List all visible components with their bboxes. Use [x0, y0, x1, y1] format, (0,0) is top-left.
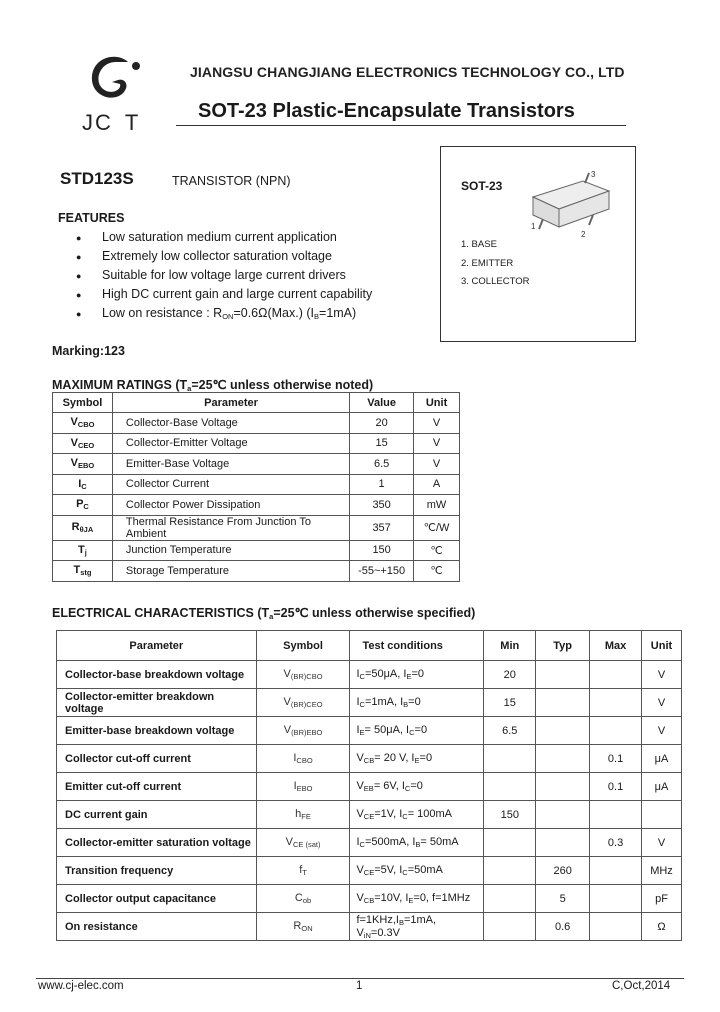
condition-line: $f=1KHz,I_B=1mA$, — [356, 913, 437, 927]
unit-cell: μA — [642, 745, 682, 773]
column-header: Unit — [414, 393, 460, 413]
symbol-cell: $I_{CBO}$ — [256, 745, 350, 773]
value-cell: 6.5 — [350, 454, 414, 475]
condition-line: $I_C=50\mu A$, $I_E=0$ — [356, 668, 425, 681]
table-header-row — [57, 631, 682, 661]
feature-item: ● Low saturation medium current application — [76, 228, 372, 247]
parameter-cell: Collector-emitter saturation voltage — [57, 829, 257, 857]
bullet-icon: ● — [76, 309, 82, 319]
symbol-cell: $V_{(BR)CBO}$ — [256, 661, 350, 689]
min-cell — [484, 773, 536, 801]
max-ratings-heading: MAXIMUM RATINGS ($T_a=25℃$ unless otherwise noted) — [52, 378, 374, 393]
symbol-cell: $T_{stg}$ — [53, 561, 113, 582]
condition-cell — [350, 913, 484, 941]
marking: Marking:123 — [52, 344, 125, 358]
max-cell — [590, 801, 642, 829]
condition-cell — [350, 857, 484, 885]
electrical-table — [56, 630, 682, 941]
table-row — [57, 689, 682, 717]
symbol-cell: $V_{(BR)CEO}$ — [256, 689, 350, 717]
typ-cell — [536, 661, 590, 689]
feature-item: ● Extremely low collector saturation voltage — [76, 247, 372, 266]
value-cell: 150 — [350, 540, 414, 561]
column-header: Unit — [642, 631, 682, 661]
table-row — [53, 454, 460, 475]
min-cell — [484, 745, 536, 773]
footer-page-number: 1 — [356, 980, 363, 992]
table-row — [53, 433, 460, 454]
condition-line: $I_C=1mA$, $I_B=0$ — [356, 696, 421, 709]
unit-cell: V — [414, 413, 460, 434]
table-row — [57, 885, 682, 913]
column-header: Value — [350, 393, 414, 413]
condition-cell — [350, 829, 484, 857]
column-header: Parameter — [57, 631, 257, 661]
symbol-cell: $I_C$ — [53, 474, 113, 495]
parameter-cell: Junction Temperature — [112, 540, 349, 561]
feature-item: ● High DC current gain and large current capability — [76, 285, 372, 304]
unit-cell: A — [414, 474, 460, 495]
column-header: Symbol — [53, 393, 113, 413]
value-cell: 350 — [350, 495, 414, 516]
unit-cell: ℃/W — [414, 515, 460, 540]
min-cell — [484, 885, 536, 913]
unit-cell: V — [642, 661, 682, 689]
electrical-heading: ELECTRICAL CHARACTERISTICS ($T_a=25℃$ unless otherwise specified) — [52, 606, 476, 621]
min-cell: 20 — [484, 661, 536, 689]
max-cell — [590, 717, 642, 745]
parameter-cell: Collector-emitter breakdown voltage — [57, 689, 257, 717]
condition-line: $V_{iN}=0.3V$ — [356, 926, 400, 940]
table-row — [57, 773, 682, 801]
parameter-cell: On resistance — [57, 913, 257, 941]
parameter-cell: Collector output capacitance — [57, 885, 257, 913]
condition-cell — [350, 885, 484, 913]
table-row — [53, 495, 460, 516]
table-row — [57, 801, 682, 829]
max-cell: 0.1 — [590, 745, 642, 773]
typ-cell — [536, 689, 590, 717]
symbol-cell: $V_{CE (sat)}$ — [256, 829, 350, 857]
max-ratings-table — [52, 392, 460, 582]
min-cell — [484, 913, 536, 941]
typ-cell: 0.6 — [536, 913, 590, 941]
condition-line: $V_{CB}=10V$, $I_E=0$, f=1MHz — [356, 892, 471, 905]
condition-cell — [350, 717, 484, 745]
symbol-cell: $V_{EBO}$ — [53, 454, 113, 475]
symbol-cell: $I_{EBO}$ — [256, 773, 350, 801]
symbol-cell: $R_{\theta JA}$ — [53, 515, 113, 540]
parameter-cell: Emitter cut-off current — [57, 773, 257, 801]
logo-letters: JC T — [82, 110, 141, 135]
condition-cell — [350, 801, 484, 829]
typ-cell — [536, 801, 590, 829]
table-row — [57, 661, 682, 689]
value-cell: 357 — [350, 515, 414, 540]
unit-cell: V — [414, 433, 460, 454]
table-row — [57, 717, 682, 745]
parameter-cell: Collector-Emitter Voltage — [112, 433, 349, 454]
package-name: SOT-23 — [461, 179, 503, 193]
symbol-cell: $V_{CEO}$ — [53, 433, 113, 454]
logo-swirl-icon — [84, 52, 144, 108]
unit-cell: MHz — [642, 857, 682, 885]
condition-line: $I_E= 50\mu A$, $I_C=0$ — [356, 724, 428, 737]
typ-cell — [536, 717, 590, 745]
table-row — [53, 540, 460, 561]
value-cell: 20 — [350, 413, 414, 434]
pin-list — [461, 236, 529, 292]
pin-3-label: 3 — [591, 170, 596, 179]
table-row — [53, 515, 460, 540]
column-header: Max — [590, 631, 642, 661]
unit-cell: V — [642, 689, 682, 717]
table-row — [57, 857, 682, 885]
footer-date: C,Oct,2014 — [612, 980, 671, 992]
package-box — [440, 146, 636, 342]
symbol-cell: $h_{FE}$ — [256, 801, 350, 829]
condition-line: $I_C=500mA$, $I_B= 50mA$ — [356, 836, 459, 849]
parameter-cell: Emitter-base breakdown voltage — [57, 717, 257, 745]
pin-2-label: 2 — [581, 230, 586, 239]
parameter-cell: Collector cut-off current — [57, 745, 257, 773]
table-header-row — [53, 393, 460, 413]
symbol-cell: $C_{ob}$ — [256, 885, 350, 913]
table-row — [53, 474, 460, 495]
parameter-cell: Thermal Resistance From Junction To Ambient — [112, 515, 349, 540]
column-header: Min — [484, 631, 536, 661]
column-header: Typ — [536, 631, 590, 661]
condition-line: $V_{CE}=5V$, $I_C=50mA$ — [356, 864, 443, 877]
document-title: SOT-23 Plastic-Encapsulate Transistors — [176, 100, 626, 126]
footer-divider — [36, 978, 684, 979]
min-cell — [484, 829, 536, 857]
feature-item: ● Low on resistance : $R_{ON}=0.6\Omega(Max.)$ $(I_B=1mA)$ — [76, 304, 372, 323]
parameter-cell: Storage Temperature — [112, 561, 349, 582]
bullet-icon: ● — [76, 290, 82, 300]
max-cell — [590, 689, 642, 717]
min-cell: 150 — [484, 801, 536, 829]
pin-item: 2. EMITTER — [461, 257, 514, 269]
symbol-cell: $V_{CBO}$ — [53, 413, 113, 434]
bullet-icon: ● — [76, 271, 82, 281]
sot23-package-icon — [523, 167, 613, 247]
parameter-cell: Transition frequency — [57, 857, 257, 885]
typ-cell: 5 — [536, 885, 590, 913]
footer-website: www.cj-elec.com — [38, 980, 124, 992]
parameter-cell: Collector-base breakdown voltage — [57, 661, 257, 689]
table-row — [53, 413, 460, 434]
unit-cell: V — [414, 454, 460, 475]
company-logo — [74, 52, 154, 136]
unit-cell: μA — [642, 773, 682, 801]
typ-cell — [536, 745, 590, 773]
unit-cell — [642, 801, 682, 829]
value-cell: -55~+150 — [350, 561, 414, 582]
parameter-cell: Collector-Base Voltage — [112, 413, 349, 434]
symbol-cell: $V_{(BR)EBO}$ — [256, 717, 350, 745]
part-type: TRANSISTOR (NPN) — [172, 174, 291, 188]
parameter-cell: Collector Current — [112, 474, 349, 495]
pin-item: 1. BASE — [461, 239, 497, 250]
max-cell — [590, 857, 642, 885]
condition-line: $V_{EB}= 6V$, $I_C=0$ — [356, 780, 423, 793]
symbol-cell: $P_C$ — [53, 495, 113, 516]
typ-cell — [536, 829, 590, 857]
condition-cell — [350, 745, 484, 773]
features-list — [76, 228, 372, 323]
unit-cell: V — [642, 717, 682, 745]
table-row — [57, 829, 682, 857]
min-cell — [484, 857, 536, 885]
parameter-cell: DC current gain — [57, 801, 257, 829]
unit-cell: Ω — [642, 913, 682, 941]
column-header: Symbol — [256, 631, 350, 661]
max-cell: 0.1 — [590, 773, 642, 801]
bullet-icon: ● — [76, 233, 82, 243]
pin-1-label: 1 — [531, 222, 536, 231]
parameter-cell: Collector Power Dissipation — [112, 495, 349, 516]
column-header: Test conditions — [350, 631, 484, 661]
condition-line: $V_{CE}=1V$, $I_C= 100mA$ — [356, 808, 453, 821]
unit-cell: mW — [414, 495, 460, 516]
bullet-icon: ● — [76, 252, 82, 262]
typ-cell — [536, 773, 590, 801]
table-row — [53, 561, 460, 582]
table-row — [57, 745, 682, 773]
max-cell — [590, 661, 642, 689]
column-header: Parameter — [112, 393, 349, 413]
unit-cell: pF — [642, 885, 682, 913]
part-number: STD123S — [60, 169, 134, 188]
condition-cell — [350, 689, 484, 717]
unit-cell: ℃ — [414, 561, 460, 582]
value-cell: 1 — [350, 474, 414, 495]
unit-cell: ℃ — [414, 540, 460, 561]
min-cell: 15 — [484, 689, 536, 717]
condition-cell — [350, 661, 484, 689]
typ-cell: 260 — [536, 857, 590, 885]
symbol-cell: $T_j$ — [53, 540, 113, 561]
unit-cell: V — [642, 829, 682, 857]
max-cell — [590, 885, 642, 913]
parameter-cell: Emitter-Base Voltage — [112, 454, 349, 475]
condition-cell — [350, 773, 484, 801]
pin-item: 3. COLLECTOR — [461, 276, 530, 287]
value-cell: 15 — [350, 433, 414, 454]
symbol-cell: $R_{ON}$ — [256, 913, 350, 941]
feature-item: ● Suitable for low voltage large current drivers — [76, 266, 372, 285]
max-cell: 0.3 — [590, 829, 642, 857]
max-cell — [590, 913, 642, 941]
features-heading: FEATURES — [58, 211, 125, 225]
table-row — [57, 913, 682, 941]
symbol-cell: $f_T$ — [256, 857, 350, 885]
condition-line: $V_{CB}= 20$ V, $I_E=0$ — [356, 752, 433, 765]
min-cell: 6.5 — [484, 717, 536, 745]
company-name: JIANGSU CHANGJIANG ELECTRONICS TECHNOLOGY CO., LTD — [190, 64, 625, 80]
